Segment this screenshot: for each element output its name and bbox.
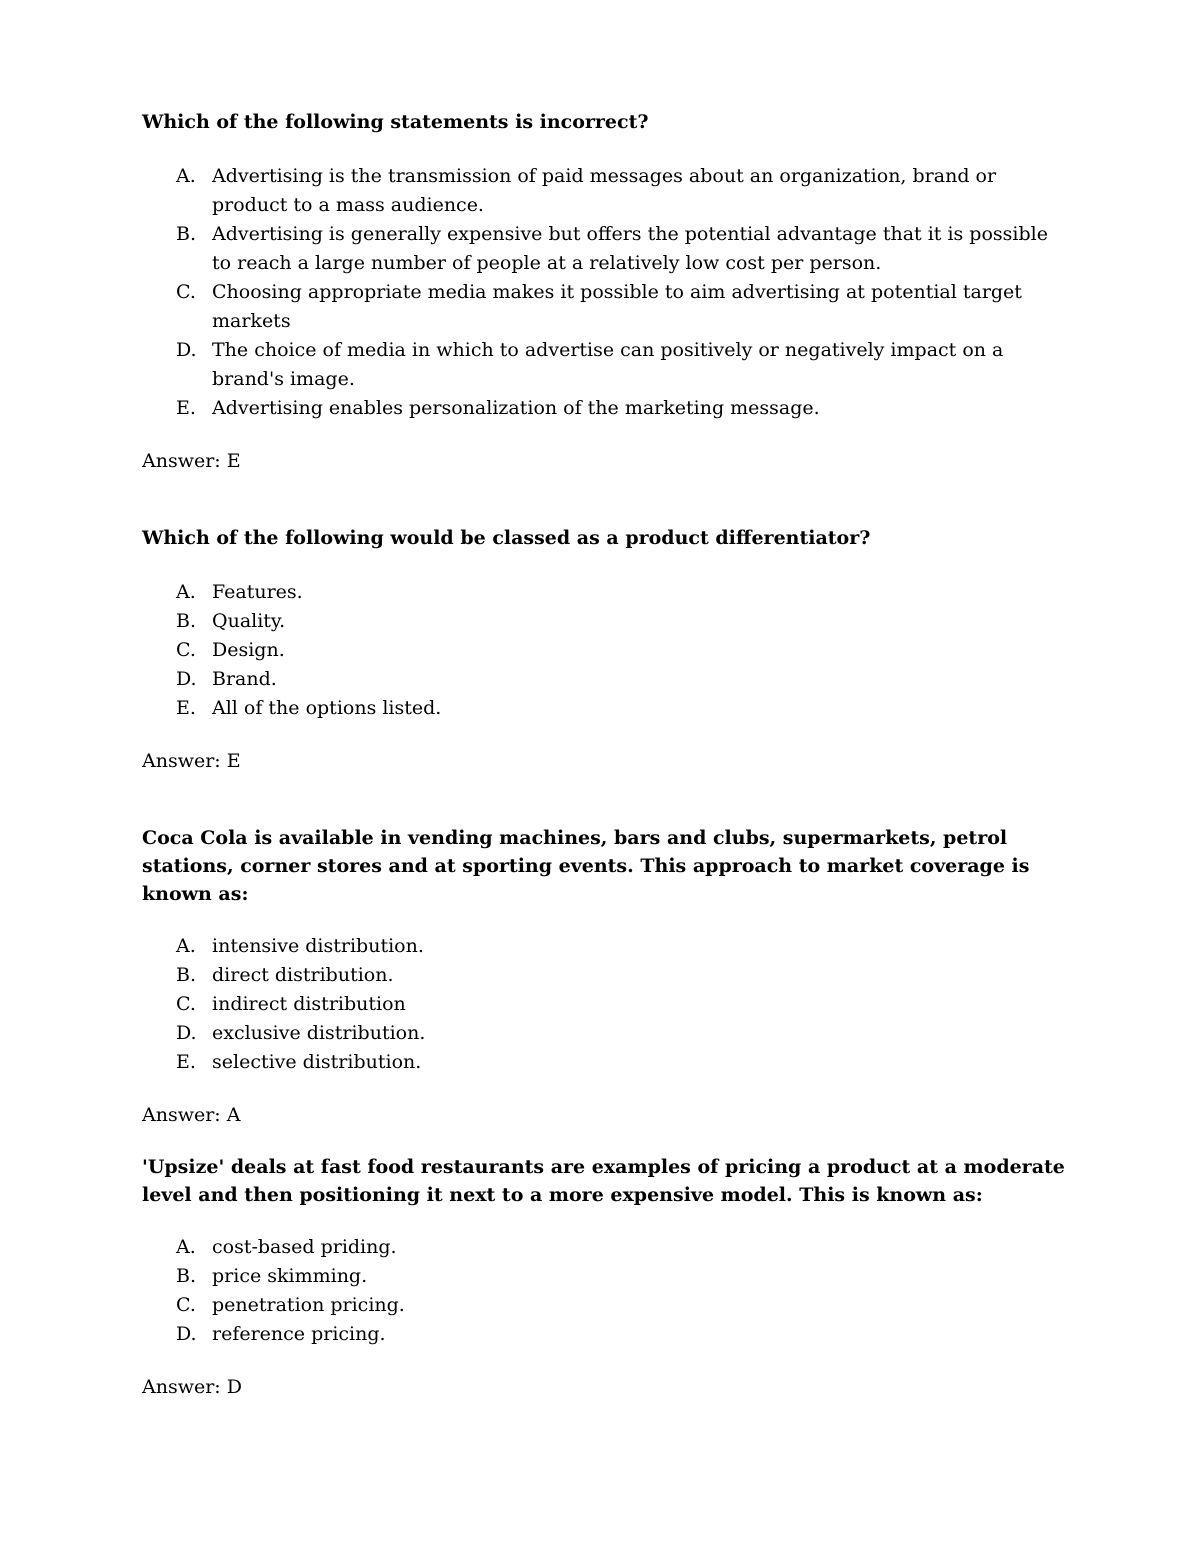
option-d bbox=[142, 1320, 1072, 1349]
option-letter: A. bbox=[176, 581, 196, 603]
option-text: Brand. bbox=[212, 668, 277, 690]
option-d bbox=[142, 665, 1072, 694]
option-d bbox=[142, 1019, 1072, 1048]
option-text: penetration pricing. bbox=[212, 1294, 405, 1316]
option-list bbox=[142, 162, 1072, 423]
question-2 bbox=[142, 524, 1072, 775]
option-text: direct distribution. bbox=[212, 964, 394, 986]
option-letter: C. bbox=[176, 639, 196, 661]
option-list bbox=[142, 932, 1072, 1077]
option-text: reference pricing. bbox=[212, 1323, 386, 1345]
option-text: indirect distribution bbox=[212, 993, 406, 1015]
option-text: cost-based priding. bbox=[212, 1236, 397, 1258]
option-e bbox=[142, 1048, 1072, 1077]
option-a bbox=[142, 162, 1072, 220]
question-text: 'Upsize' deals at fast food restaurants are examples of pricing a product at a moderate level and then positioning it next to a more expensive model. This is known as: bbox=[142, 1156, 1065, 1206]
option-text: Advertising enables personalization of the marketing message. bbox=[212, 397, 820, 419]
answer-text: Answer: A bbox=[142, 1104, 241, 1126]
answer-text: Answer: E bbox=[142, 450, 241, 472]
option-text: Features. bbox=[212, 581, 303, 603]
question-text: Coca Cola is available in vending machines, bars and clubs, supermarkets, petrol stations, corner stores and at sporting events. This approach to market coverage is known as: bbox=[142, 827, 1030, 905]
option-a bbox=[142, 932, 1072, 961]
option-text: exclusive distribution. bbox=[212, 1022, 426, 1044]
option-a bbox=[142, 1233, 1072, 1262]
option-letter: D. bbox=[176, 339, 197, 361]
option-text: Quality. bbox=[212, 610, 286, 632]
option-letter: B. bbox=[176, 223, 197, 245]
option-text: Advertising is the transmission of paid messages about an organization, brand or product to a mass audience. bbox=[212, 165, 997, 216]
option-text: The choice of media in which to advertise can positively or negatively impact on a brand's image. bbox=[212, 339, 1004, 390]
option-letter: C. bbox=[176, 993, 196, 1015]
option-text: Choosing appropriate media makes it possible to aim advertising at potential target markets bbox=[212, 281, 1022, 332]
option-text: All of the options listed. bbox=[212, 697, 442, 719]
option-letter: A. bbox=[176, 165, 196, 187]
option-letter: B. bbox=[176, 1265, 197, 1287]
answer-text: Answer: E bbox=[142, 750, 241, 772]
option-text: intensive distribution. bbox=[212, 935, 424, 957]
question-1 bbox=[142, 108, 1072, 475]
option-text: Advertising is generally expensive but offers the potential advantage that it is possible to reach a large number of people at a relatively low cost per person. bbox=[212, 223, 1048, 274]
option-letter: A. bbox=[176, 1236, 196, 1258]
option-letter: A. bbox=[176, 935, 196, 957]
question-text: Which of the following would be classed as a product differentiator? bbox=[142, 527, 871, 549]
answer-text: Answer: D bbox=[142, 1376, 242, 1398]
option-b bbox=[142, 220, 1072, 278]
option-e bbox=[142, 394, 1072, 423]
question-text: Which of the following statements is incorrect? bbox=[142, 111, 649, 133]
option-d bbox=[142, 336, 1072, 394]
option-c bbox=[142, 990, 1072, 1019]
option-letter: B. bbox=[176, 964, 197, 986]
option-text: price skimming. bbox=[212, 1265, 368, 1287]
option-b bbox=[142, 1262, 1072, 1291]
option-letter: E. bbox=[176, 697, 196, 719]
option-b bbox=[142, 607, 1072, 636]
option-text: selective distribution. bbox=[212, 1051, 422, 1073]
option-c bbox=[142, 636, 1072, 665]
option-letter: D. bbox=[176, 1323, 197, 1345]
question-4 bbox=[142, 1153, 1072, 1401]
option-letter: C. bbox=[176, 281, 196, 303]
option-b bbox=[142, 961, 1072, 990]
option-c bbox=[142, 1291, 1072, 1320]
option-text: Design. bbox=[212, 639, 285, 661]
option-c bbox=[142, 278, 1072, 336]
option-list bbox=[142, 578, 1072, 723]
question-3 bbox=[142, 824, 1072, 1129]
option-e bbox=[142, 694, 1072, 723]
option-letter: E. bbox=[176, 397, 196, 419]
option-list bbox=[142, 1233, 1072, 1349]
option-letter: C. bbox=[176, 1294, 196, 1316]
option-letter: E. bbox=[176, 1051, 196, 1073]
option-a bbox=[142, 578, 1072, 607]
option-letter: D. bbox=[176, 668, 197, 690]
option-letter: B. bbox=[176, 610, 197, 632]
option-letter: D. bbox=[176, 1022, 197, 1044]
